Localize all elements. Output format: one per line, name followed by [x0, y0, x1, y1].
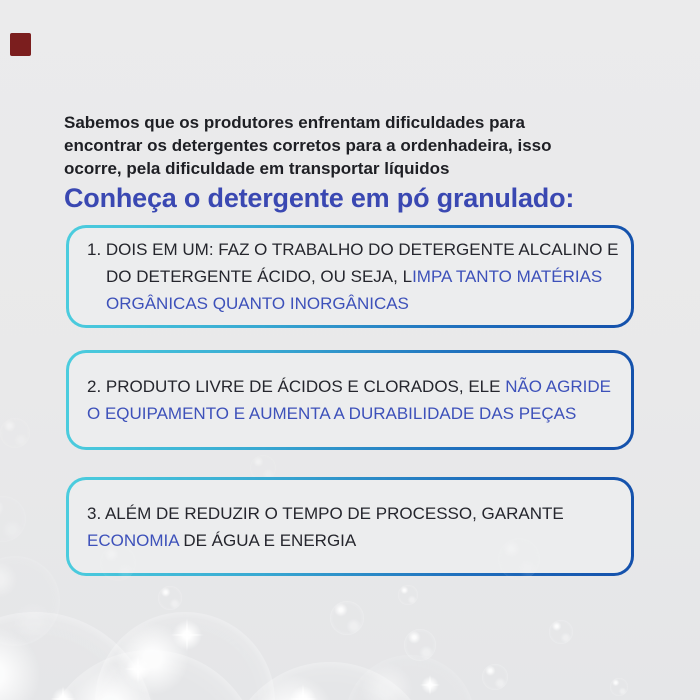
benefit-3-dark-text: 3. ALÉM DE REDUZIR O TEMPO DE PROCESSO, GARANTE: [87, 503, 564, 523]
benefit-2-highlight-text: NÃO AGRIDE O EQUIPAMENTO E AUMENTA A DURABILIDADE DAS PEÇAS: [87, 377, 611, 423]
benefit-text-1: [69, 236, 631, 317]
bubble-decoration: [398, 585, 418, 605]
intro-paragraph: Sabemos que os produtores enfrentam dificuldades para encontrar os detergentes corretos para a ordenhadeira, isso ocorre, pela dificuldade em transportar líquidos: [64, 113, 552, 178]
bubble-decoration: [0, 496, 26, 542]
sparkle-decoration: [288, 684, 318, 700]
bubble-decoration: [0, 418, 30, 448]
benefit-1-dark-text: 1. DOIS EM UM: FAZ O TRABALHO DO DETERGENTE ALCALINO E DO DETERGENTE ÁCIDO, OU SEJA, L: [87, 240, 619, 286]
benefit-2-dark-text: 2. PRODUTO LIVRE DE ÁCIDOS E CLORADOS, ELE: [87, 377, 506, 396]
benefit-text-3: [69, 500, 631, 554]
bubble-decoration: [225, 662, 435, 700]
bubble-decoration: [610, 678, 628, 696]
bubble-decoration: [404, 629, 436, 661]
sparkle-decoration: [50, 686, 76, 700]
benefit-3-highlight-text: ECONOMIA: [87, 530, 179, 550]
sparkle-decoration: [170, 618, 204, 652]
bubble-decoration: [549, 620, 573, 644]
bubble-decoration: [0, 556, 60, 646]
bubble-decoration: [95, 612, 275, 700]
bubble-decoration: [158, 586, 182, 610]
sparkle-decoration: [420, 675, 440, 695]
bubble-decoration: [40, 650, 260, 700]
benefit-card-3: [66, 477, 634, 576]
bubble-decoration: [482, 664, 508, 690]
bubble-decoration: [345, 655, 475, 700]
benefit-text-2: [69, 373, 631, 427]
section-heading: Conheça o detergente em pó granulado:: [64, 183, 575, 213]
red-accent-square: [10, 33, 31, 56]
bubble-decoration: [0, 612, 155, 700]
bubble-decoration: [330, 601, 364, 635]
benefit-1-highlight-text: IMPA TANTO MATÉRIAS ORGÂNICAS QUANTO INORGÂNICAS: [106, 267, 603, 313]
benefit-card-1: [66, 225, 634, 328]
benefit-3-tail-text: DE ÁGUA E ENERGIA: [178, 530, 357, 550]
benefit-card-2: [66, 350, 634, 450]
sparkle-decoration: [124, 655, 152, 683]
